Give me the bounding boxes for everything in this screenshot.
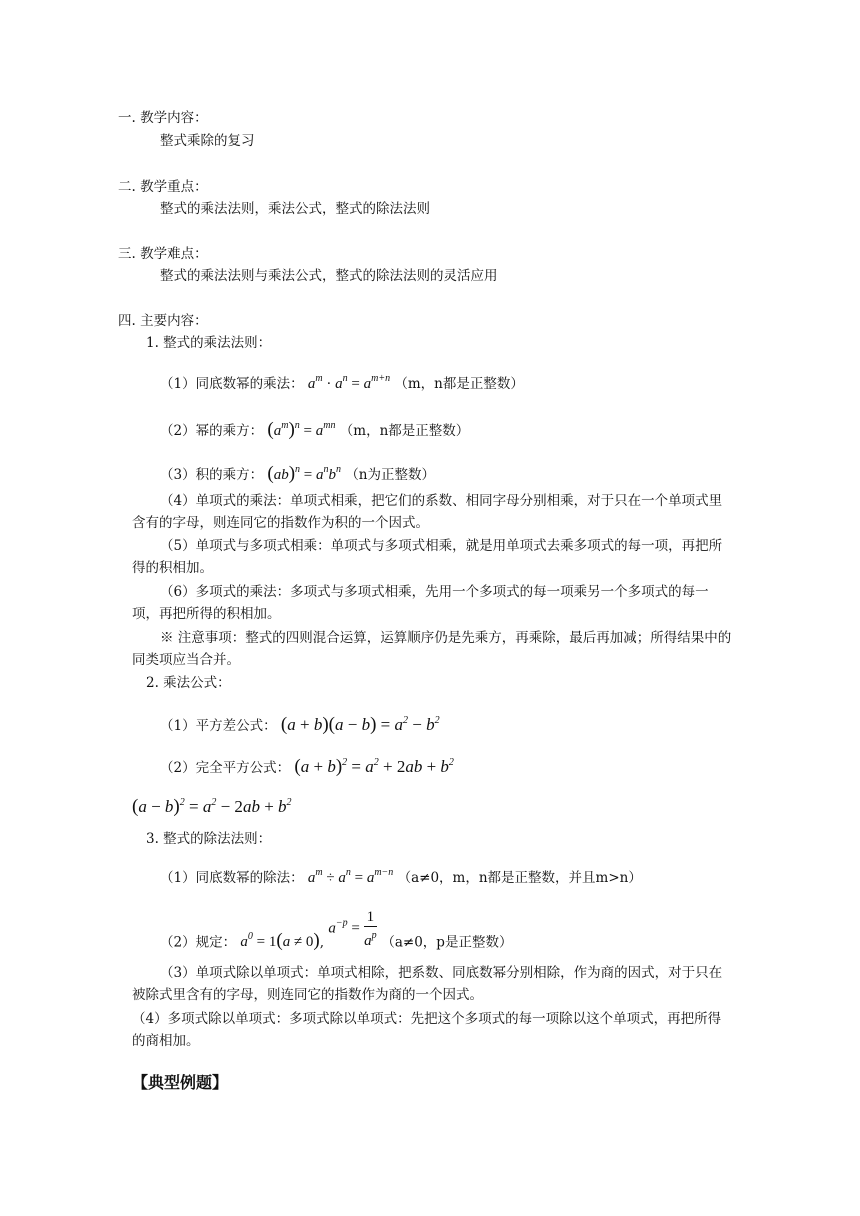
div-rule-3: （3）单项式除以单项式：单项式相除，把系数、同底数幂分别相除，作为商的因式，对于只在被除式里含有的字母，则连同它的指数作为商的一个因式。 (132, 965, 723, 1003)
section-3-body: 整式的乘法法则与乘法公式，整式的除法法则的灵活应用 (160, 268, 498, 284)
formula-3 (132, 794, 292, 817)
mult-rule-5: （5）单项式与多项式相乘：单项式与多项式相乘，就是用单项式去乘多项式的每一项，再把所得的积相加。 (132, 538, 723, 576)
mult-rule-1-label: （1）同底数幂的乘法： (160, 376, 304, 392)
mult-rule-2 (160, 417, 469, 440)
formula-2-label: （2）完全平方公式： (160, 760, 291, 776)
div-rule-2-note: （a≠0，p是正整数） (381, 934, 513, 951)
formula-power-product: $a^m \cdot a^n = a^{m+n}$ (307, 373, 391, 392)
mult-rule-3-label: （3）积的乘方： (160, 467, 264, 483)
formula-zero-exponent: $a^0 = 1(a \ne 0)$ (240, 930, 320, 952)
mult-rule-3 (160, 461, 435, 484)
mult-heading: 1. 整式的乘法法则： (146, 335, 272, 351)
mult-rule-2-label: （2）幂的乘方： (160, 423, 264, 439)
mult-note: ※ 注意事项：整式的四则混合运算，运算顺序仍是先乘方，再乘除，最后再加减；所得结果中的同类项应当合并。 (132, 630, 732, 668)
formula-square-of-difference: $(a - b)^2 = a^2 - 2ab + b^2$ (132, 796, 292, 817)
mult-rule-3-note: （n为正整数） (345, 467, 436, 483)
formula-1 (160, 712, 440, 735)
mult-rule-2-note: （m，n都是正整数） (339, 423, 470, 439)
section-2-body: 整式的乘法法则，乘法公式，整式的除法法则 (160, 201, 430, 217)
div-rule-1 (160, 864, 642, 887)
div-rule-1-label: （1）同底数幂的除法： (160, 870, 304, 886)
formula-power-of-power: $(a^m)^n = a^{mn}$ (267, 419, 336, 440)
formula-power-of-product: $(ab)^n = a^nb^n$ (267, 463, 342, 484)
formula-difference-of-squares: $(a + b)(a - b) = a^2 - b^2$ (280, 714, 440, 735)
formula-power-quotient: $a^m \div a^n = a^{m-n}$ (307, 867, 394, 886)
formula-negative-exponent: $a^{-p}$ = $\frac{1}{a^p}$ (328, 909, 377, 949)
section-1-body: 整式乘除的复习 (160, 133, 255, 149)
section-1-heading: 一. 教学内容： (118, 110, 208, 126)
formula-1-label: （1）平方差公式： (160, 718, 277, 734)
formula-2 (160, 754, 454, 777)
formula-square-of-sum: $(a + b)^2 = a^2 + 2ab + b^2$ (294, 756, 454, 777)
section-4-heading: 四. 主要内容： (118, 313, 208, 329)
formula-heading: 2. 乘法公式： (146, 675, 231, 691)
div-rule-2: （2）规定： $a^0 = 1(a \ne 0)$, $a^{-p}$ = $\frac{1}{a^p}$ （a≠0，p是正整数） (160, 909, 513, 952)
section-2-heading: 二. 教学重点： (118, 179, 208, 195)
mult-rule-1-note: （m，n都是正整数） (394, 376, 524, 392)
div-rule-2-label: （2）规定： (160, 934, 237, 951)
section-3-heading: 三. 教学难点： (118, 246, 208, 262)
mult-rule-4: （4）单项式的乘法：单项式相乘，把它们的系数、相同字母分别相乘，对于只在一个单项式里含有的字母，则连同它的指数作为积的一个因式。 (132, 493, 723, 531)
examples-heading: 【典型例题】 (132, 1073, 229, 1092)
mult-rule-1 (160, 370, 524, 393)
div-heading: 3. 整式的除法法则： (146, 831, 272, 847)
div-rule-4: （4）多项式除以单项式：多项式除以单项式：先把这个多项式的每一项除以这个单项式，再把所得的商相加。 (132, 1011, 722, 1049)
mult-rule-6: （6）多项式的乘法：多项式与多项式相乘，先用一个多项式的每一项乘另一个多项式的每一项，再把所得的积相加。 (132, 584, 709, 622)
div-rule-1-note: （a≠0，m，n都是正整数，并且m>n） (397, 870, 642, 886)
